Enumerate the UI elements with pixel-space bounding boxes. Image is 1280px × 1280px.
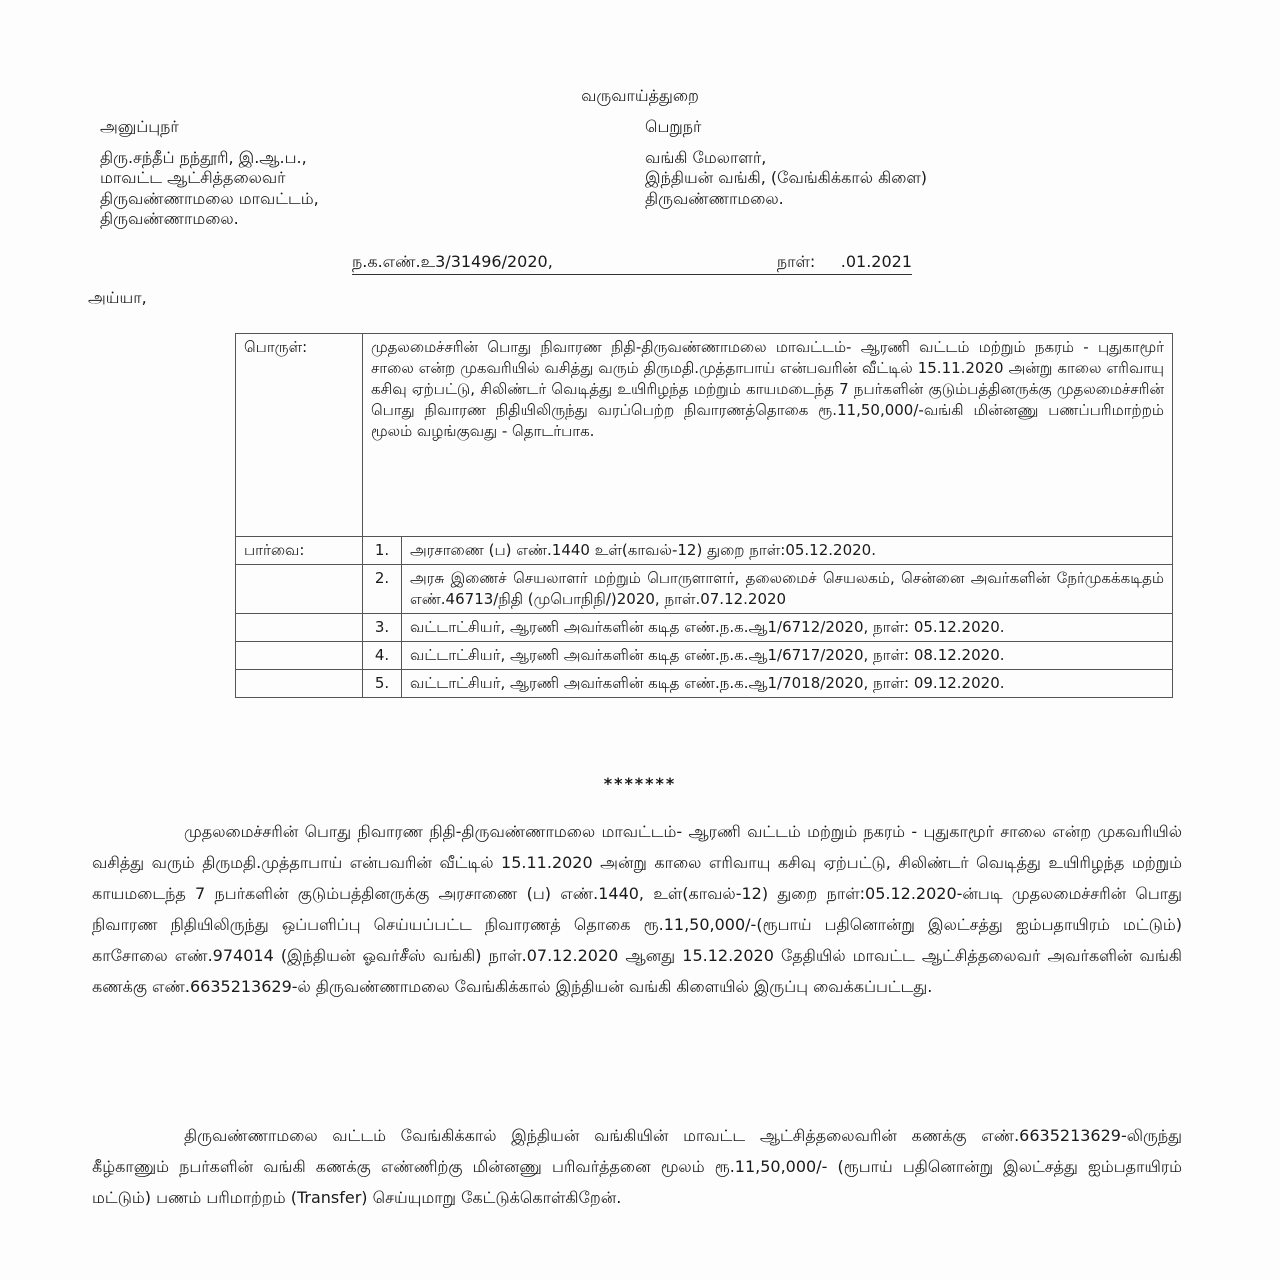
sender-line: திருவண்ணாமலை. [100,209,239,228]
subject-label: பொருள்: [236,334,363,537]
reference-row [236,670,1173,698]
subject-text: முதலமைச்சரின் பொது நிவாரண நிதி-திருவண்ணாமலை மாவட்டம்- ஆரணி வட்டம் மற்றும் நகரம் - புதுகாமூர் சாலை என்ற முகவரியில் வசித்து வரும் திருமதி.முத்தாபாய் என்பவரின் வீட்டில் 15.11.2020 அன்று காலை எரிவாயு கசிவு ஏற்பட்டு, சிலிண்டர் வெடித்து உயிரிழந்த மற்றும் காயமடைந்த 7 நபர்களின் குடும்பத்தினருக்கு முதலமைச்சரின் பொது நிவாரண நிதியிலிருந்து வரப்பெற்ற நிவாரணத்தொகை ரூ.11,50,000/-வங்கி மின்னணு பணப்பரிமாற்றம் மூலம் வழங்குவது - தொடர்பாக. [363,334,1173,537]
department-heading: வருவாய்த்துறை [581,86,699,105]
reference-row [236,537,1173,565]
sender-block [100,117,319,230]
reference-text: அரசு இணைச் செயலாளர் மற்றும் பொருளாளர், தலைமைச் செயலகம், சென்னை அவர்களின் நேர்முகக்கடிதம் எண்.46713/நிதி (முபொநிநி/)2020, நாள்.07.12.2020 [402,565,1173,614]
reference-text: வட்டாட்சியர், ஆரணி அவர்களின் கடித எண்.ந.க.ஆ1/7018/2020, நாள்: 09.12.2020. [402,670,1173,698]
reference-date: நாள்: .01.2021 [776,252,912,271]
empty-cell [236,642,363,670]
recipient-line: இந்தியன் வங்கி, (வேங்கிக்கால் கிளை) [645,168,928,187]
sender-line: திரு.சந்தீப் நந்தூரி, இ.ஆ.ப., [100,147,307,167]
recipient-block [645,117,927,209]
subject-row [236,334,1173,537]
reference-line [352,252,912,275]
sender-line: மாவட்ட ஆட்சித்தலைவர் [100,168,286,187]
reference-row [236,642,1173,670]
sender-label: அனுப்புநர் [100,117,179,136]
empty-cell [236,614,363,642]
reference-text: அரசாணை (ப) எண்.1440 உள்(காவல்-12) துறை நாள்:05.12.2020. [402,537,1173,565]
reference-number: 1. [363,537,402,565]
empty-cell [236,565,363,614]
reference-text: வட்டாட்சியர், ஆரணி அவர்களின் கடித எண்.ந.க.ஆ1/6717/2020, நாள்: 08.12.2020. [402,642,1173,670]
recipient-line: வங்கி மேலாளர், [645,147,767,167]
reference-number: ந.க.எண்.உ3/31496/2020, [352,252,553,271]
reference-number: 5. [363,670,402,698]
body-paragraph-1: முதலமைச்சரின் பொது நிவாரண நிதி-திருவண்ணாமலை மாவட்டம்- ஆரணி வட்டம் மற்றும் நகரம் - புதுகாமூர் சாலை என்ற முகவரியில் வசித்து வரும் திருமதி.முத்தாபாய் என்பவரின் வீட்டில் 15.11.2020 அன்று காலை எரிவாயு கசிவு ஏற்பட்டு, சிலிண்டர் வெடித்து உயிரிழந்த மற்றும் காயமடைந்த 7 நபர்களின் குடும்பத்தினருக்கு அரசாணை (ப) எண்.1440, உள்(காவல்-12) துறை நாள்:05.12.2020-ன்படி முதலமைச்சரின் பொது நிவாரண நிதியிலிருந்து ஒப்பளிப்பு செய்யப்பட்ட நிவாரணத் தொகை ரூ.11,50,000/-(ரூபாய் பதினொன்று இலட்சத்து ஐம்பதாயிரம் மட்டும்) காசோலை எண்.974014 (இந்தியன் ஓவர்சீஸ் வங்கி) நாள்.07.12.2020 ஆனது 15.12.2020 தேதியில் மாவட்ட ஆட்சித்தலைவர் அவர்களின் வங்கி கணக்கு எண்.6635213629-ல் திருவண்ணாமலை வேங்கிக்கால் இந்தியன் வங்கி கிளையில் இருப்பு வைக்கப்பட்டது. [92,822,1182,996]
reference-text: வட்டாட்சியர், ஆரணி அவர்களின் கடித எண்.ந.க.ஆ1/6712/2020, நாள்: 05.12.2020. [402,614,1173,642]
reference-row [236,565,1173,614]
empty-cell [236,670,363,698]
reference-number: 3. [363,614,402,642]
reference-number: 2. [363,565,402,614]
recipient-line: திருவண்ணாமலை. [645,188,784,208]
salutation: அய்யா, [88,288,147,307]
body-paragraph-2: திருவண்ணாமலை வட்டம் வேங்கிக்கால் இந்தியன் வங்கியின் மாவட்ட ஆட்சித்தலைவரின் கணக்கு எண்.6635213629-லிருந்து கீழ்காணும் நபர்களின் வங்கி கணக்கு எண்ணிற்கு மின்னணு பரிவர்த்தனை மூலம் ரூ.11,50,000/- (ரூபாய் பதினொன்று இலட்சத்து ஐம்பதாயிரம் மட்டும்) பணம் பரிமாற்றம் (Transfer) செய்யுமாறு கேட்டுக்கொள்கிறேன். [92,1126,1182,1207]
references-label: பார்வை: [236,537,363,565]
recipient-label: பெறுநர் [645,117,702,136]
separator: ******* [603,774,677,793]
sender-line: திருவண்ணாமலை மாவட்டம், [100,188,319,208]
reference-number: 4. [363,642,402,670]
subject-reference-table [235,333,1173,698]
reference-row [236,614,1173,642]
